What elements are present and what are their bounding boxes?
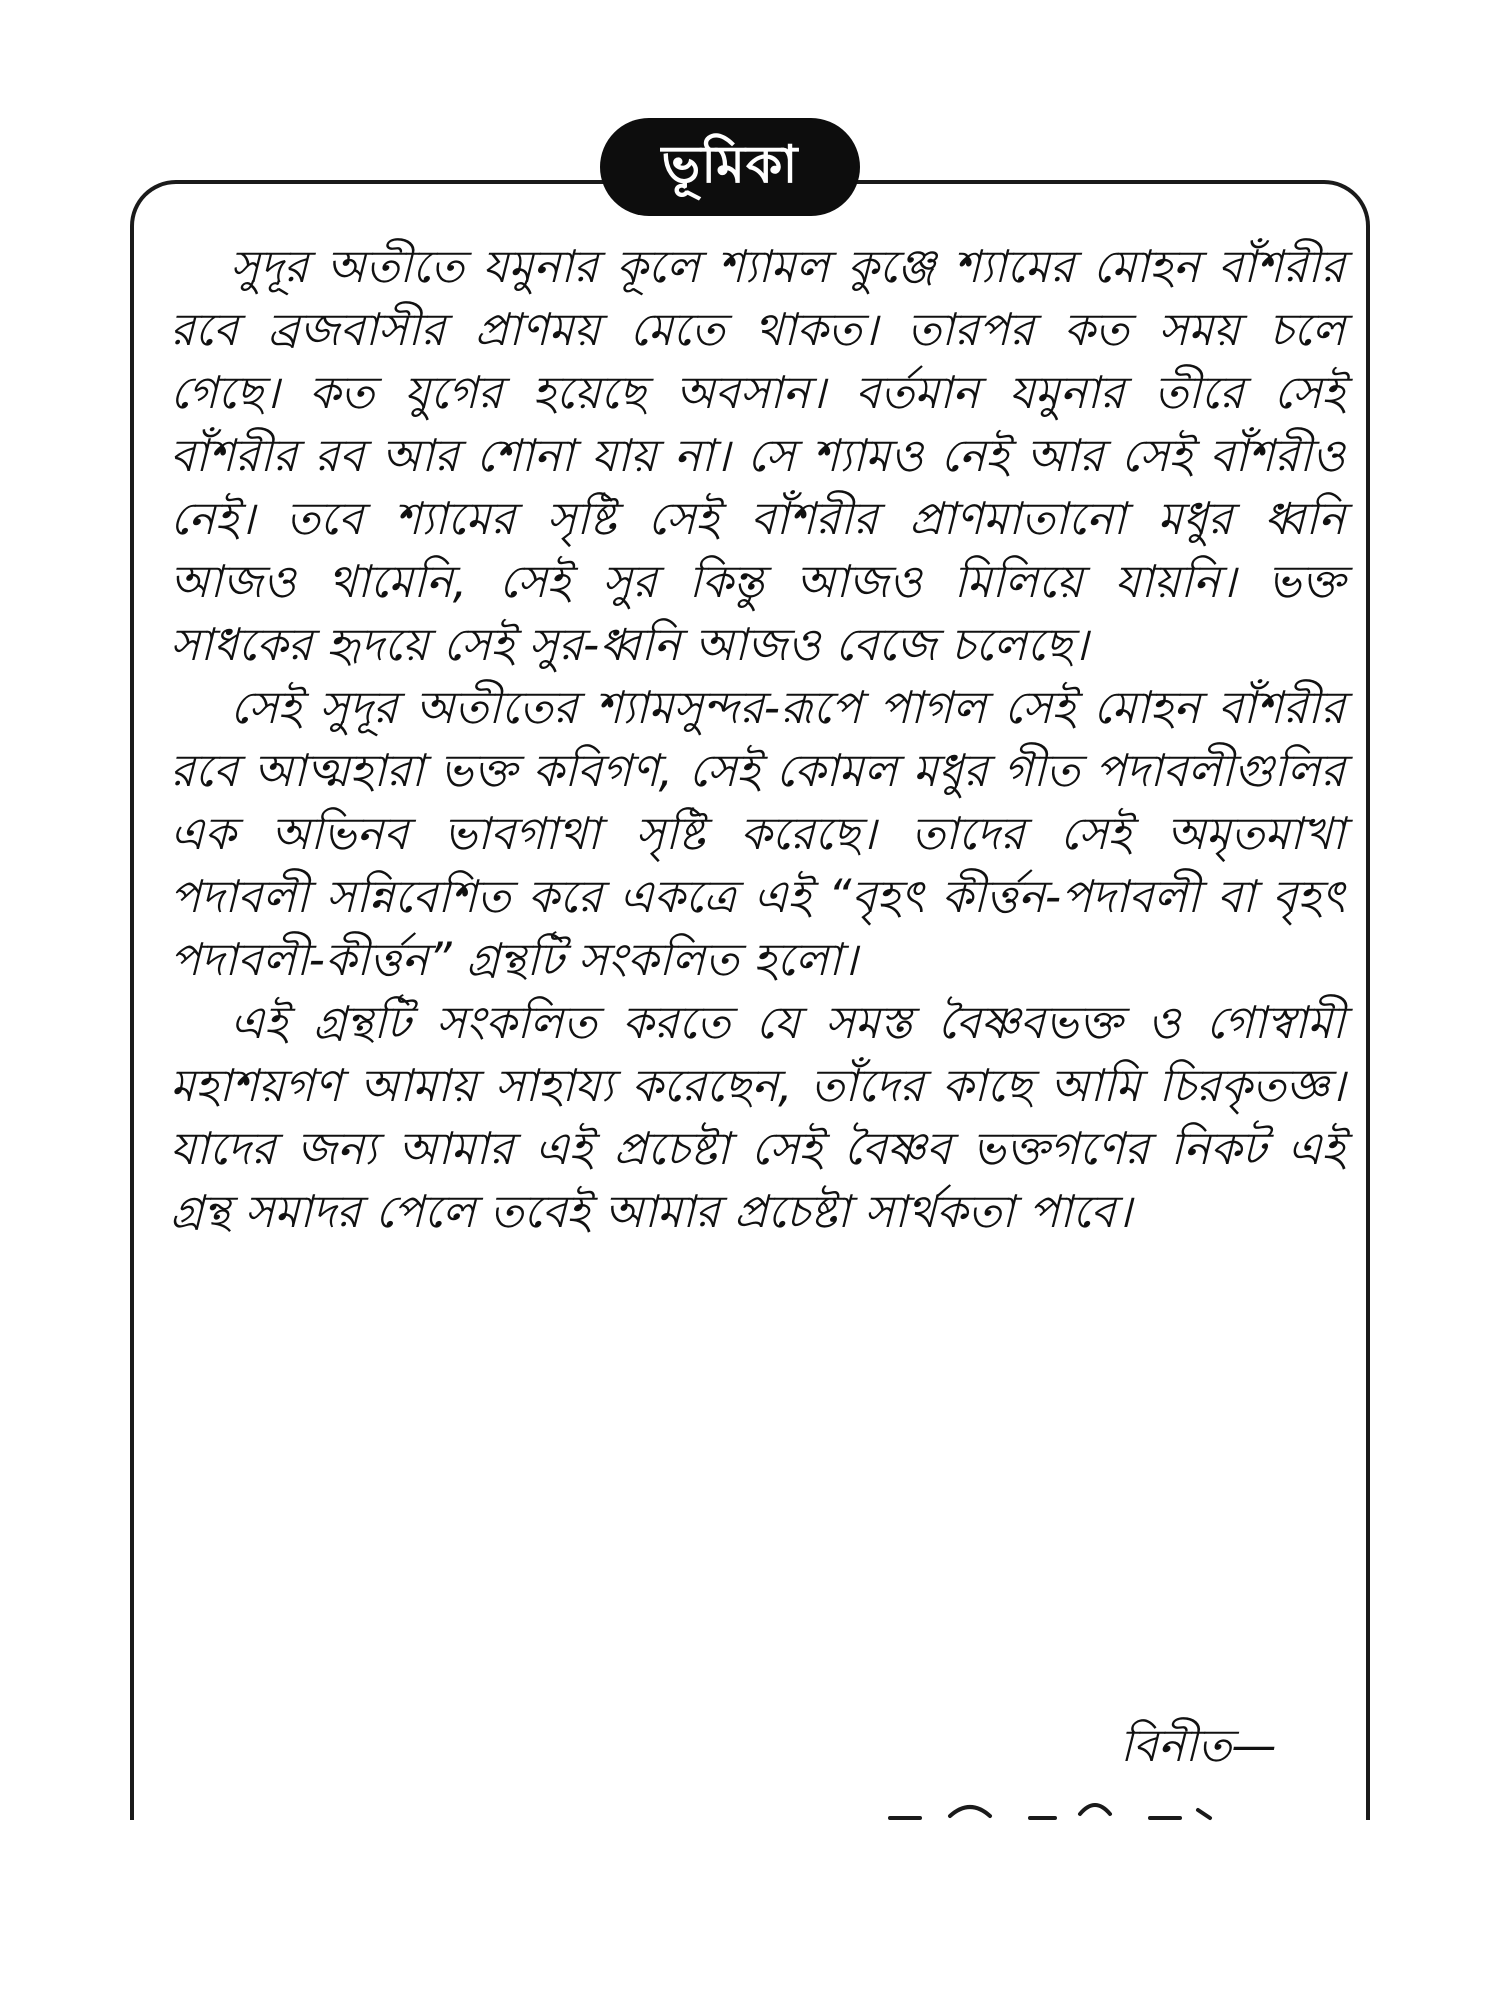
paragraph-1: সুদূর অতীতে যমুনার কূলে শ্যামল কুঞ্জে শ্যামের মোহন বাঁশরীর রবে ব্রজবাসীর প্রাণময় মেতে থাকত। তারপর কত সময় চলে গেছে। কত যুগের হয়েছে অবসান। বর্তমান যমুনার তীরে সেই বাঁশরীর রব আর শোনা যায় না। সে শ্যামও নেই আর সেই বাঁশরীও নেই। তবে শ্যামের সৃষ্টি সেই বাঁশরীর প্রাণমাতানো মধুর ধ্বনি আজও থামেনি, সেই সুর কিন্তু আজও মিলিয়ে যায়নি। ভক্ত সাধকের হৃদয়ে সেই সুর-ধ্বনি আজও বেজে চলেছে। xyxy=(170,240,1345,671)
preface-body xyxy=(170,235,1345,1243)
signature-fragment-icon xyxy=(880,1788,1220,1822)
signoff-text: বিনীত— xyxy=(1120,1719,1277,1772)
paragraph-3: এই গ্রন্থটি সংকলিত করতে যে সমস্ত বৈষ্ণবভক্ত ও গোস্বামী মহাশয়গণ আমায় সাহায্য করেছেন, তাঁদের কাছে আমি চিরকৃতজ্ঞ। যাদের জন্য আমার এই প্রচেষ্টা সেই বৈষ্ণব ভক্তগণের নিকট এই গ্রন্থ সমাদর পেলে তবেই আমার প্রচেষ্টা সার্থকতা পাবে। xyxy=(170,996,1345,1238)
page-title: ভূমিকা xyxy=(661,134,799,195)
title-badge xyxy=(600,118,860,216)
paragraph-2: সেই সুদূর অতীতের শ্যামসুন্দর-রূপে পাগল সেই মোহন বাঁশরীর রবে আত্মহারা ভক্ত কবিগণ, সেই কোমল মধুর গীত পদাবলীগুলির এক অভিনব ভাবগাথা সৃষ্টি করেছে। তাদের সেই অমৃতমাখা পদাবলী সন্নিবেশিত করে একত্রে এই “বৃহৎ কীর্ত্তন-পদাবলী বা বৃহৎ পদাবলী-কীর্ত্তন” গ্রন্থটি সংকলিত হলো। xyxy=(170,681,1345,986)
